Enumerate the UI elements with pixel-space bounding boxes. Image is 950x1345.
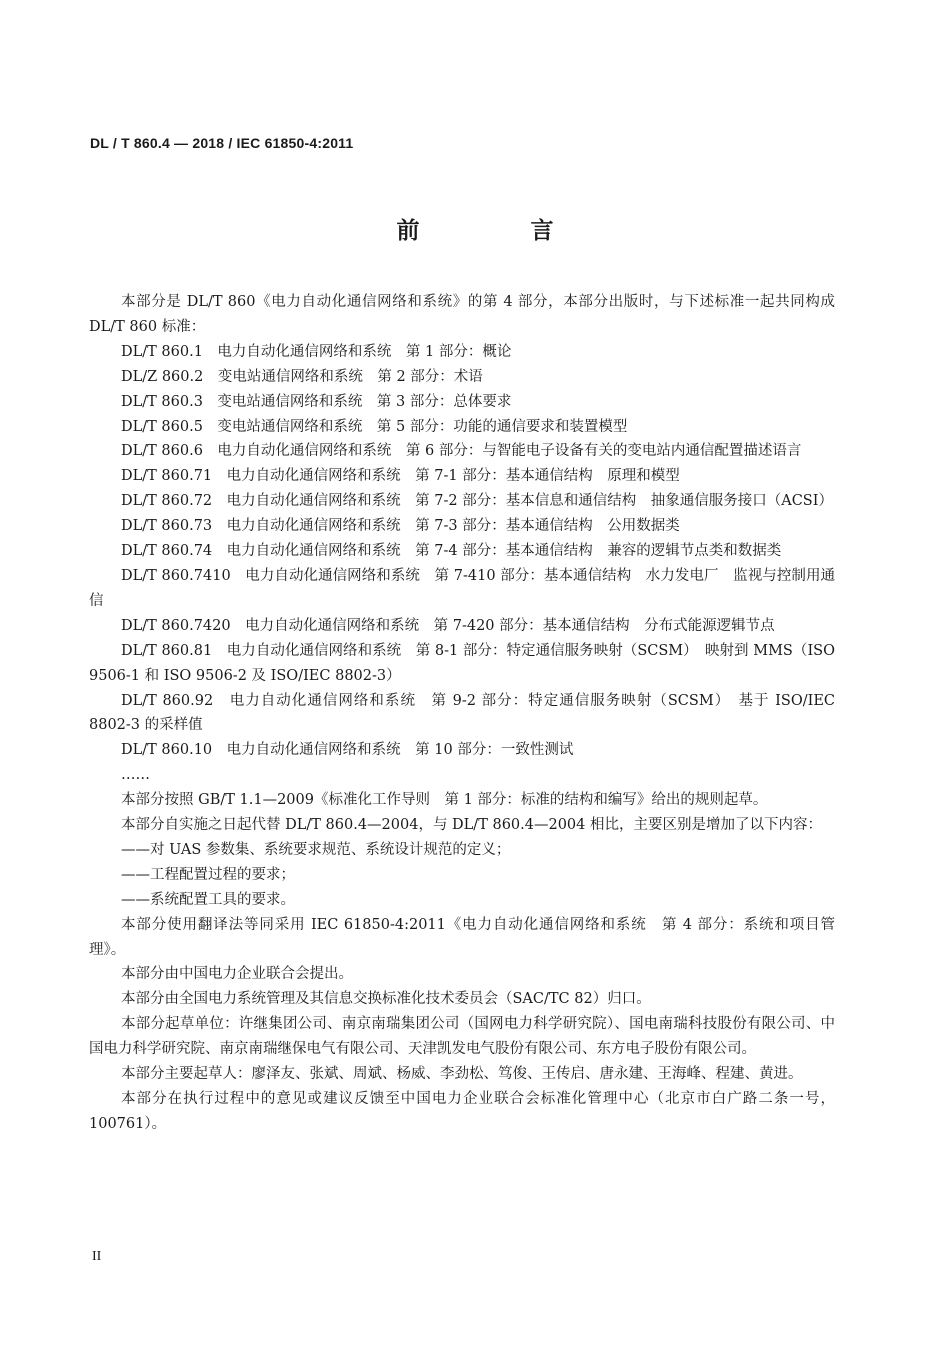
proposer-paragraph: 本部分由中国电力企业联合会提出。	[121, 966, 353, 983]
standard-part-5: DL/T 860.5 变电站通信网络和系统 第 5 部分：功能的通信要求和装置模型	[121, 418, 628, 435]
standard-part-7-410: DL/T 860.7410 电力自动化通信网络和系统 第 7-410 部分：基本通信结构 水力发电厂 监视与控制用通信	[89, 567, 835, 609]
change-item-1: ——对 UAS 参数集、系统要求规范、系统设计规范的定义；	[121, 841, 511, 858]
standard-part-8-1: DL/T 860.81 电力自动化通信网络和系统 第 8-1 部分：特定通信服务映射（SCSM） 映射到 MMS（ISO 9506-1 和 ISO 9506-2 及 ISO/IEC 8802-3）	[89, 642, 835, 684]
standard-part-7-4: DL/T 860.74 电力自动化通信网络和系统 第 7-4 部分：基本通信结构 兼容的逻辑节点类和数据类	[121, 543, 782, 560]
standard-part-7-3: DL/T 860.73 电力自动化通信网络和系统 第 7-3 部分：基本通信结构 公用数据类	[121, 518, 680, 535]
standard-part-3: DL/T 860.3 变电站通信网络和系统 第 3 部分：总体要求	[121, 393, 512, 410]
page-title: 前 言	[396, 218, 598, 244]
change-item-2: ——工程配置过程的要求；	[121, 866, 295, 883]
drafters-paragraph: 本部分主要起草人：廖泽友、张斌、周斌、杨威、李劲松、笃俊、王传启、唐永建、王海峰、程建、黄进。	[121, 1066, 803, 1083]
change-item-3: ——系统配置工具的要求。	[121, 891, 295, 908]
document-header: DL / T 860.4 — 2018 / IEC 61850-4:2011	[90, 135, 354, 151]
standard-part-7-420: DL/T 860.7420 电力自动化通信网络和系统 第 7-420 部分：基本通信结构 分布式能源逻辑节点	[121, 617, 775, 634]
standard-part-7-2: DL/T 860.72 电力自动化通信网络和系统 第 7-2 部分：基本信息和通信结构 抽象通信服务接口（ACSI）	[121, 493, 833, 510]
intro-paragraph: 本部分是 DL/T 860《电力自动化通信网络和系统》的第 4 部分，本部分出版时，与下述标准一起共同构成 DL/T 860 标准：	[89, 294, 835, 335]
feedback-paragraph: 本部分在执行过程中的意见或建议反馈至中国电力企业联合会标准化管理中心（北京市白广路二条一号，100761）。	[89, 1091, 835, 1132]
ellipsis: ……	[121, 767, 150, 784]
drafting-units-paragraph: 本部分起草单位：许继集团公司、南京南瑞集团公司（国网电力科学研究院）、国电南瑞科技股份有限公司、中国电力科学研究院、南京南瑞继保电气有限公司、天津凯发电气股份有限公司、东方电子股份有限公司。	[89, 1016, 835, 1058]
standard-part-9-2: DL/T 860.92 电力自动化通信网络和系统 第 9-2 部分：特定通信服务映射（SCSM） 基于 ISO/IEC 8802-3 的采样值	[89, 692, 835, 734]
document-body	[89, 290, 835, 1137]
adoption-paragraph: 本部分使用翻译法等同采用 IEC 61850-4:2011《电力自动化通信网络和系统 第 4 部分：系统和项目管理》。	[89, 916, 835, 958]
replacement-paragraph: 本部分自实施之日起代替 DL/T 860.4—2004，与 DL/T 860.4—2004 相比，主要区别是增加了以下内容：	[121, 817, 822, 834]
drafting-rules-paragraph: 本部分按照 GB/T 1.1—2009《标准化工作导则 第 1 部分：标准的结构和编写》给出的规则起草。	[121, 792, 768, 809]
committee-paragraph: 本部分由全国电力系统管理及其信息交换标准化技术委员会（SAC/TC 82）归口。	[121, 991, 651, 1008]
standard-part-7-1: DL/T 860.71 电力自动化通信网络和系统 第 7-1 部分：基本通信结构 原理和模型	[121, 468, 680, 485]
standard-part-6: DL/T 860.6 电力自动化通信网络和系统 第 6 部分：与智能电子设备有关的变电站内通信配置描述语言	[121, 443, 802, 460]
standard-part-2: DL/Z 860.2 变电站通信网络和系统 第 2 部分：术语	[121, 368, 483, 385]
page-number: II	[92, 1249, 102, 1264]
standard-part-10: DL/T 860.10 电力自动化通信网络和系统 第 10 部分：一致性测试	[121, 742, 574, 759]
standard-part-1: DL/T 860.1 电力自动化通信网络和系统 第 1 部分：概论	[121, 343, 512, 360]
